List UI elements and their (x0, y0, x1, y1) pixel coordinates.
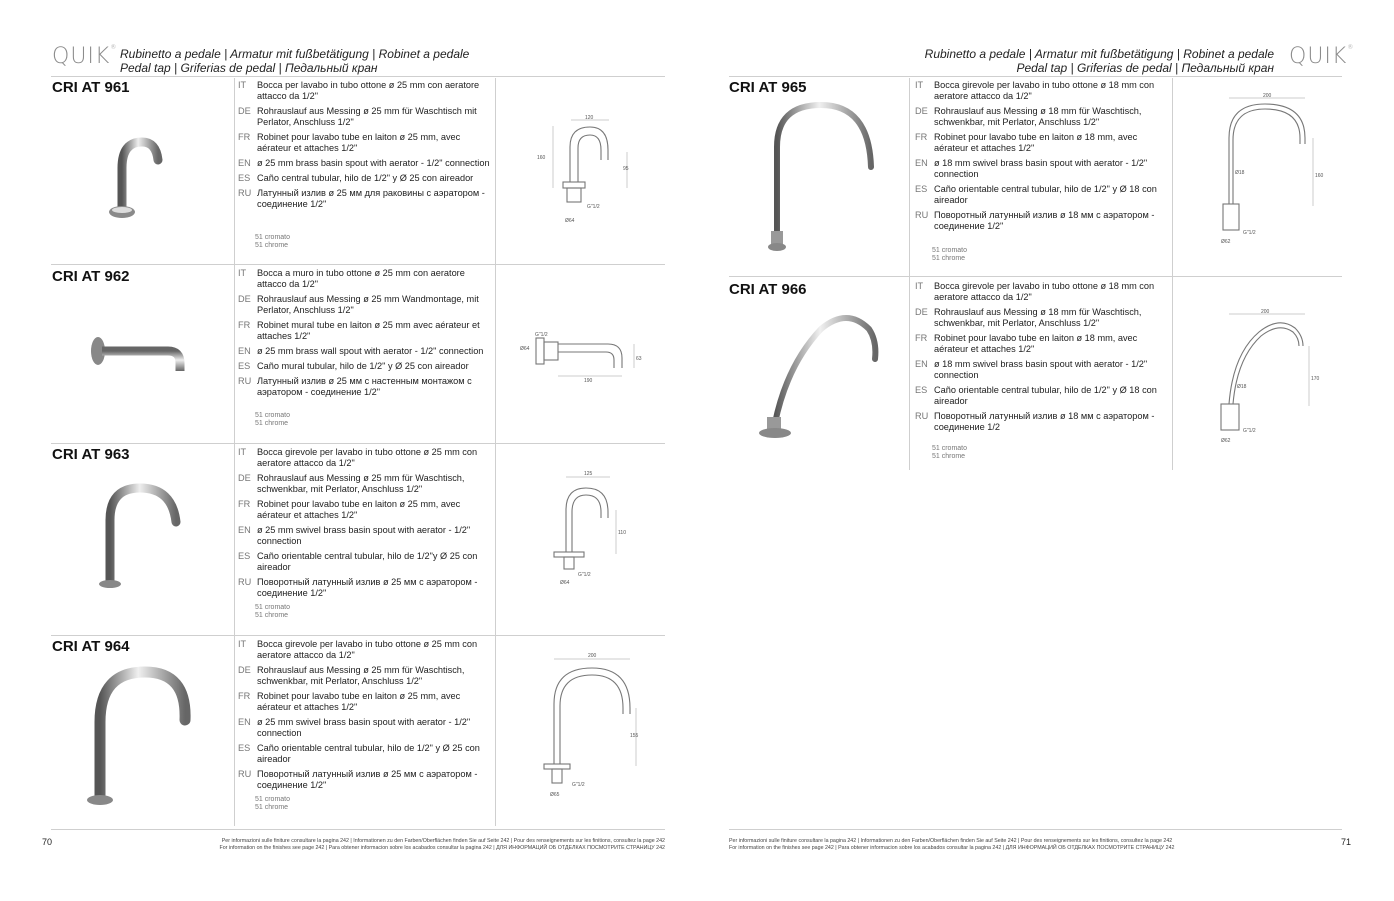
footer-line-1: Per informazioni sulle finiture consultare la pagina 242 | Informationen zu den Farben/Oberflächen finden Sie auf Seite 242 | Pour des renseignements sur les finitions, consultez la page 242 (729, 838, 1173, 844)
desc-text: Caño orientable central tubular, hilo de 1/2" y Ø 18 con aireador (934, 385, 1157, 406)
lang-code: FR (238, 499, 251, 509)
dimension-label: Ø62 (1221, 239, 1231, 245)
finish-list (255, 604, 290, 620)
page-number: 70 (42, 837, 53, 847)
lang-code: ES (238, 361, 251, 371)
finish-list (255, 412, 290, 428)
product-photo (747, 305, 897, 445)
dimension-label: G"1/2 (1243, 230, 1256, 236)
finish-en: 51 chrome (255, 420, 289, 427)
lang-code: ES (915, 385, 928, 395)
desc-text: Rohrauslauf aus Messing ø 25 mm für Waschtisch, schwenkbar, mit Perlator, Anschluss 1/2" (257, 665, 465, 686)
desc-text: Латунный излив ø 25 мм с настенным монтажом с аэратором - соединение 1/2" (257, 376, 472, 397)
dimension-label: 110 (618, 530, 626, 536)
dimension-label: Ø64 (560, 580, 570, 586)
finish-it: 51 cromato (255, 234, 291, 241)
desc-text: Robinet pour lavabo tube en laiton ø 25 mm, avec aérateur et attaches 1/2" (257, 691, 461, 712)
dimension-label: G"1/2 (587, 204, 600, 210)
finish-list (255, 796, 290, 812)
divider (51, 829, 665, 830)
product-code: CRI AT 966 (729, 281, 807, 298)
footer-line-2: For information on the finishes see page 242 | Para obtener informacion sobre los acabados consultar la pagina 242 | ДЛЯ ИНФОРМАЦИЙ ОБ ОТДЕЛКАХ ПОСМОТРИТЕ СТРАНИЦУ 242 (729, 845, 1175, 851)
dimension-label: 125 (584, 471, 593, 477)
lang-code: DE (238, 294, 251, 304)
header-line-2: Pedal tap | Griferias de pedal | Педальный кран (120, 61, 378, 75)
dimension-label: Ø18 (1235, 170, 1245, 176)
lang-code: ES (915, 184, 928, 194)
footer-note (729, 838, 1175, 852)
brand-logo: QUIK® (1289, 44, 1355, 69)
technical-drawing (1209, 306, 1329, 446)
column-divider (909, 78, 910, 470)
desc-text: ø 18 mm swivel brass basin spout with aerator - 1/2" connection (934, 158, 1148, 179)
brand-logo-text: QUIK (52, 44, 111, 69)
desc-text: Robinet pour lavabo tube en laiton ø 18 mm, avec aérateur et attaches 1/2" (934, 333, 1138, 354)
product-code: CRI AT 965 (729, 79, 807, 96)
product-code: CRI AT 964 (52, 638, 130, 655)
product-photo (80, 325, 195, 385)
dimension-label: G"1/2 (578, 572, 591, 578)
desc-text: Поворотный латунный излив ø 25 мм с аэратором - соединение 1/2" (257, 769, 478, 790)
header-line-2: Pedal tap | Griferias de pedal | Педальный кран (1016, 61, 1274, 75)
desc-text: Rohrauslauf aus Messing ø 18 mm für Waschtisch, schwenkbar, mit Perlator, Anschluss 1/2" (934, 106, 1142, 127)
product-code: CRI AT 963 (52, 446, 130, 463)
lang-code: DE (238, 473, 251, 483)
header-line-1: Rubinetto a pedale | Armatur mit fußbetätigung | Robinet a pedale (924, 47, 1274, 61)
product-photo (88, 470, 198, 595)
dimension-label: G"1/2 (572, 782, 585, 788)
product-description (238, 268, 490, 402)
right-page (697, 0, 1394, 901)
technical-drawing (1207, 92, 1327, 247)
dimension-label: 190 (584, 378, 593, 384)
desc-text: ø 25 mm brass wall spout with aerator - 1/2" connection (257, 346, 484, 356)
lang-code: RU (915, 210, 929, 220)
desc-text: Латунный излив ø 25 мм для раковины с аэратором - соединение 1/2" (257, 188, 485, 209)
lang-code: FR (238, 132, 251, 142)
lang-code: EN (238, 525, 251, 535)
dimension-label: 155 (630, 733, 639, 739)
desc-text: Robinet mural tube en laiton ø 25 mm avec aérateur et attaches 1/2" (257, 320, 480, 341)
product-description (915, 281, 1167, 437)
dimension-label: G"1/2 (535, 332, 548, 338)
desc-text: Поворотный латунный излив ø 25 мм с аэратором - соединение 1/2" (257, 577, 478, 598)
lang-code: EN (238, 346, 251, 356)
lang-code: IT (915, 281, 924, 291)
desc-text: ø 25 mm swivel brass basin spout with aerator - 1/2" connection (257, 717, 471, 738)
finish-en: 51 chrome (255, 804, 289, 811)
divider (729, 76, 1342, 77)
dimension-label: 200 (1261, 309, 1270, 315)
lang-code: EN (238, 717, 251, 727)
desc-text: Bocca girevole per lavabo in tubo ottone ø 25 mm con aeratore attacco da 1/2" (257, 639, 478, 660)
lang-code: DE (238, 665, 251, 675)
divider (51, 443, 665, 444)
desc-text: Rohrauslauf aus Messing ø 25 mm Wandmontage, mit Perlator, Anschluss 1/2" (257, 294, 479, 315)
column-divider (1172, 78, 1173, 470)
brand-logo-text: QUIK (1289, 44, 1348, 69)
page-header (120, 47, 469, 75)
footer-line-1: Per informazioni sulle finiture consultare la pagina 242 | Informationen zu den Farben/Oberflächen finden Sie auf Seite 242 | Pour des renseignements sur les finitions, consultez la page 242 (221, 838, 665, 844)
lang-code: IT (238, 268, 247, 278)
dimension-label: 95 (623, 166, 629, 172)
desc-text: Rohrauslauf aus Messing ø 25 mm für Waschtisch mit Perlator, Anschluss 1/2" (257, 106, 477, 127)
lang-code: RU (238, 376, 252, 386)
desc-text: Rohrauslauf aus Messing ø 25 mm für Waschtisch, schwenkbar, mit Perlator, Anschluss 1/2" (257, 473, 465, 494)
product-description (238, 80, 490, 214)
lang-code: ES (238, 173, 251, 183)
desc-text: Robinet pour lavabo tube en laiton ø 25 mm, avec aérateur et attaches 1/2" (257, 132, 461, 153)
dimension-label: 170 (1311, 376, 1320, 382)
finish-it: 51 cromato (932, 445, 968, 452)
dimension-label: 160 (537, 155, 546, 161)
finish-it: 51 cromato (255, 412, 291, 419)
lang-code: IT (238, 447, 247, 457)
finish-list (932, 445, 967, 461)
product-code: CRI AT 961 (52, 79, 130, 96)
desc-text: Caño central tubular, hilo de 1/2" y Ø 25 con aireador (257, 173, 474, 183)
technical-drawing (518, 330, 648, 390)
lang-code: FR (915, 132, 928, 142)
dimension-label: Ø62 (1221, 438, 1231, 444)
lang-code: DE (915, 106, 928, 116)
footer-note (220, 838, 666, 852)
lang-code: RU (238, 188, 252, 198)
divider (51, 76, 665, 77)
dimension-label: 200 (1263, 93, 1272, 99)
header-line-1: Rubinetto a pedale | Armatur mit fußbetätigung | Robinet a pedale (120, 47, 470, 61)
divider (51, 635, 665, 636)
desc-text: Caño orientable central tubular, hilo de 1/2"y Ø 25 con aireador (257, 551, 478, 572)
brand-logo: QUIK® (52, 44, 118, 69)
lang-code: EN (238, 158, 251, 168)
lang-code: ES (238, 551, 251, 561)
dimension-label: 160 (1315, 173, 1324, 179)
finish-en: 51 chrome (255, 242, 289, 249)
dimension-label: Ø64 (565, 218, 575, 224)
lang-code: DE (915, 307, 928, 317)
lang-code: IT (915, 80, 924, 90)
product-code: CRI AT 962 (52, 268, 130, 285)
product-description (915, 80, 1167, 236)
page-number: 71 (1341, 837, 1352, 847)
finish-it: 51 cromato (255, 796, 291, 803)
lang-code: IT (238, 639, 247, 649)
column-divider (495, 78, 496, 826)
column-divider (234, 78, 235, 826)
divider (51, 264, 665, 265)
desc-text: Bocca girevole per lavabo in tubo ottone ø 18 mm con aeratore attacco da 1/2" (934, 80, 1155, 101)
desc-text: Поворотный латунный излив ø 18 мм с аэратором - соединение 1/2 (934, 411, 1155, 432)
desc-text: Caño orientable central tubular, hilo de 1/2" y Ø 25 con aireador (257, 743, 480, 764)
lang-code: EN (915, 158, 928, 168)
lang-code: RU (915, 411, 929, 421)
desc-text: Caño mural tubular, hilo de 1/2" y Ø 25 con aireador (257, 361, 469, 371)
technical-drawing (535, 112, 635, 227)
technical-drawing (530, 470, 640, 590)
page-header (925, 47, 1274, 75)
divider (729, 276, 1342, 277)
lang-code: RU (238, 769, 252, 779)
dimension-label: 200 (588, 653, 597, 659)
desc-text: Bocca girevole per lavabo in tubo ottone ø 25 mm con aeratore attacco da 1/2" (257, 447, 478, 468)
finish-en: 51 chrome (932, 255, 966, 262)
desc-text: Bocca per lavabo in tubo ottone ø 25 mm con aeratore attacco da 1/2" (257, 80, 480, 101)
finish-it: 51 cromato (932, 247, 968, 254)
finish-it: 51 cromato (255, 604, 291, 611)
lang-code: DE (238, 106, 251, 116)
desc-text: ø 25 mm swivel brass basin spout with aerator - 1/2" connection (257, 525, 471, 546)
desc-text: Robinet pour lavabo tube en laiton ø 18 mm, avec aérateur et attaches 1/2" (934, 132, 1138, 153)
dimension-label: Ø64 (520, 346, 530, 352)
dimension-label: 120 (585, 115, 594, 121)
desc-text: ø 18 mm swivel brass basin spout with aerator - 1/2" connection (934, 359, 1148, 380)
finish-list (932, 247, 967, 263)
desc-text: Caño orientable central tubular, hilo de 1/2" y Ø 18 con aireador (934, 184, 1157, 205)
desc-text: Robinet pour lavabo tube en laiton ø 25 mm, avec aérateur et attaches 1/2" (257, 499, 461, 520)
dimension-label: G"1/2 (1243, 428, 1256, 434)
lang-code: IT (238, 80, 247, 90)
divider (729, 829, 1342, 830)
desc-text: Bocca a muro in tubo ottone ø 25 mm con aeratore attacco da 1/2" (257, 268, 465, 289)
lang-code: EN (915, 359, 928, 369)
product-photo (90, 130, 190, 225)
desc-text: Поворотный латунный излив ø 18 мм с аэратором - соединение 1/2" (934, 210, 1155, 231)
product-photo (75, 660, 205, 810)
footer-line-2: For information on the finishes see page 242 | Para obtener informacion sobre los acabados consultar la pagina 242 | ДЛЯ ИНФОРМАЦИЙ ОБ ОТДЕЛКАХ ПОСМОТРИТЕ СТРАНИЦУ 242 (219, 845, 665, 851)
technical-drawing (530, 652, 650, 800)
finish-en: 51 chrome (255, 612, 289, 619)
dimension-label: Ø65 (550, 792, 560, 798)
lang-code: FR (915, 333, 928, 343)
lang-code: ES (238, 743, 251, 753)
finish-list (255, 234, 290, 250)
dimension-label: 63 (636, 356, 642, 362)
lang-code: FR (238, 320, 251, 330)
desc-text: Bocca girevole per lavabo in tubo ottone ø 18 mm con aeratore attacco da 1/2" (934, 281, 1155, 302)
product-description (238, 639, 490, 795)
product-photo (757, 95, 887, 255)
lang-code: FR (238, 691, 251, 701)
finish-en: 51 chrome (932, 453, 966, 460)
desc-text: ø 25 mm brass basin spout with aerator - 1/2" connection (257, 158, 490, 168)
desc-text: Rohrauslauf aus Messing ø 18 mm für Waschtisch, schwenkbar, mit Perlator, Anschluss 1/2" (934, 307, 1142, 328)
lang-code: RU (238, 577, 252, 587)
dimension-label: Ø18 (1237, 384, 1247, 390)
product-description (238, 447, 490, 603)
